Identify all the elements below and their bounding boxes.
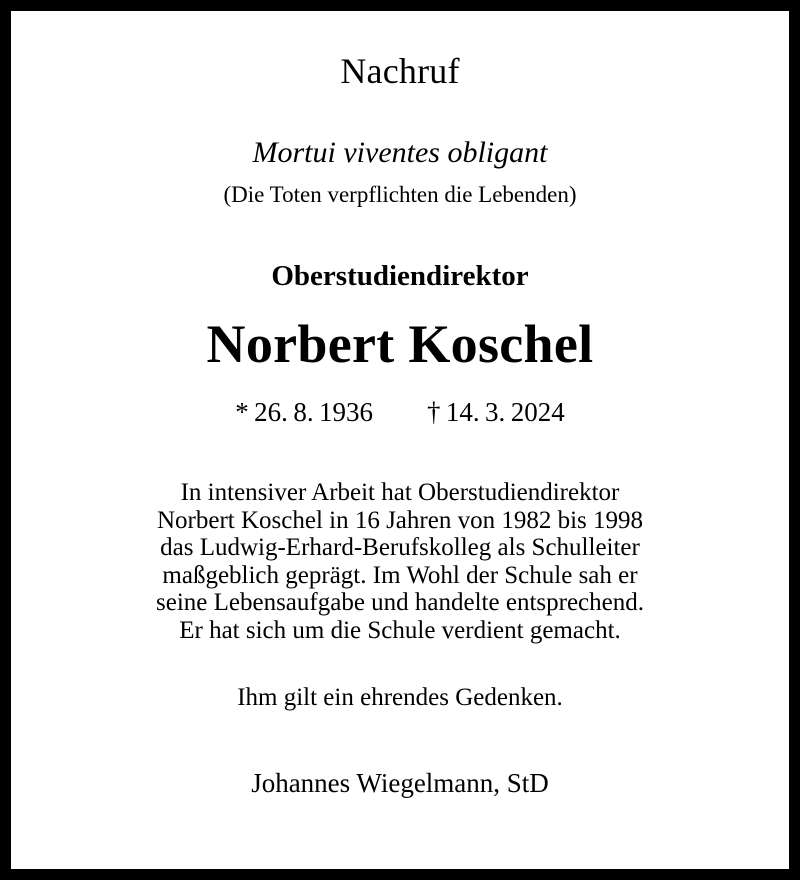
tribute-line: Norbert Koschel in 16 Jahren von 1982 bis 1998 xyxy=(156,506,644,534)
tribute-line: maßgeblich geprägt. Im Wohl der Schule sah er xyxy=(162,561,638,589)
tribute-line: das Ludwig-Erhard-Berufskolleg als Schulleiter xyxy=(160,534,640,561)
tribute-text xyxy=(156,479,644,644)
notice-content-area xyxy=(11,11,789,869)
deceased-title: Oberstudiendirektor xyxy=(271,260,529,292)
life-dates: * 26. 8. 1936 † 14. 3. 2024 xyxy=(235,397,565,427)
latin-motto: Mortui viventes obligant xyxy=(252,136,548,169)
page-title: Nachruf xyxy=(340,51,460,91)
signatory: Johannes Wiegelmann, StD xyxy=(251,768,549,798)
tribute-line: In intensiver Arbeit hat Oberstudiendirektor xyxy=(180,479,620,506)
tribute-line: seine Lebensaufgabe und handelte entsprechend. xyxy=(156,589,644,616)
motto-translation: (Die Toten verpflichten die Lebenden) xyxy=(223,182,577,207)
closing-statement: Ihm gilt ein ehrendes Gedenken. xyxy=(237,684,563,711)
tribute-line: Er hat sich um die Schule verdient gemacht. xyxy=(179,616,621,644)
deceased-name: Norbert Koschel xyxy=(206,314,594,374)
